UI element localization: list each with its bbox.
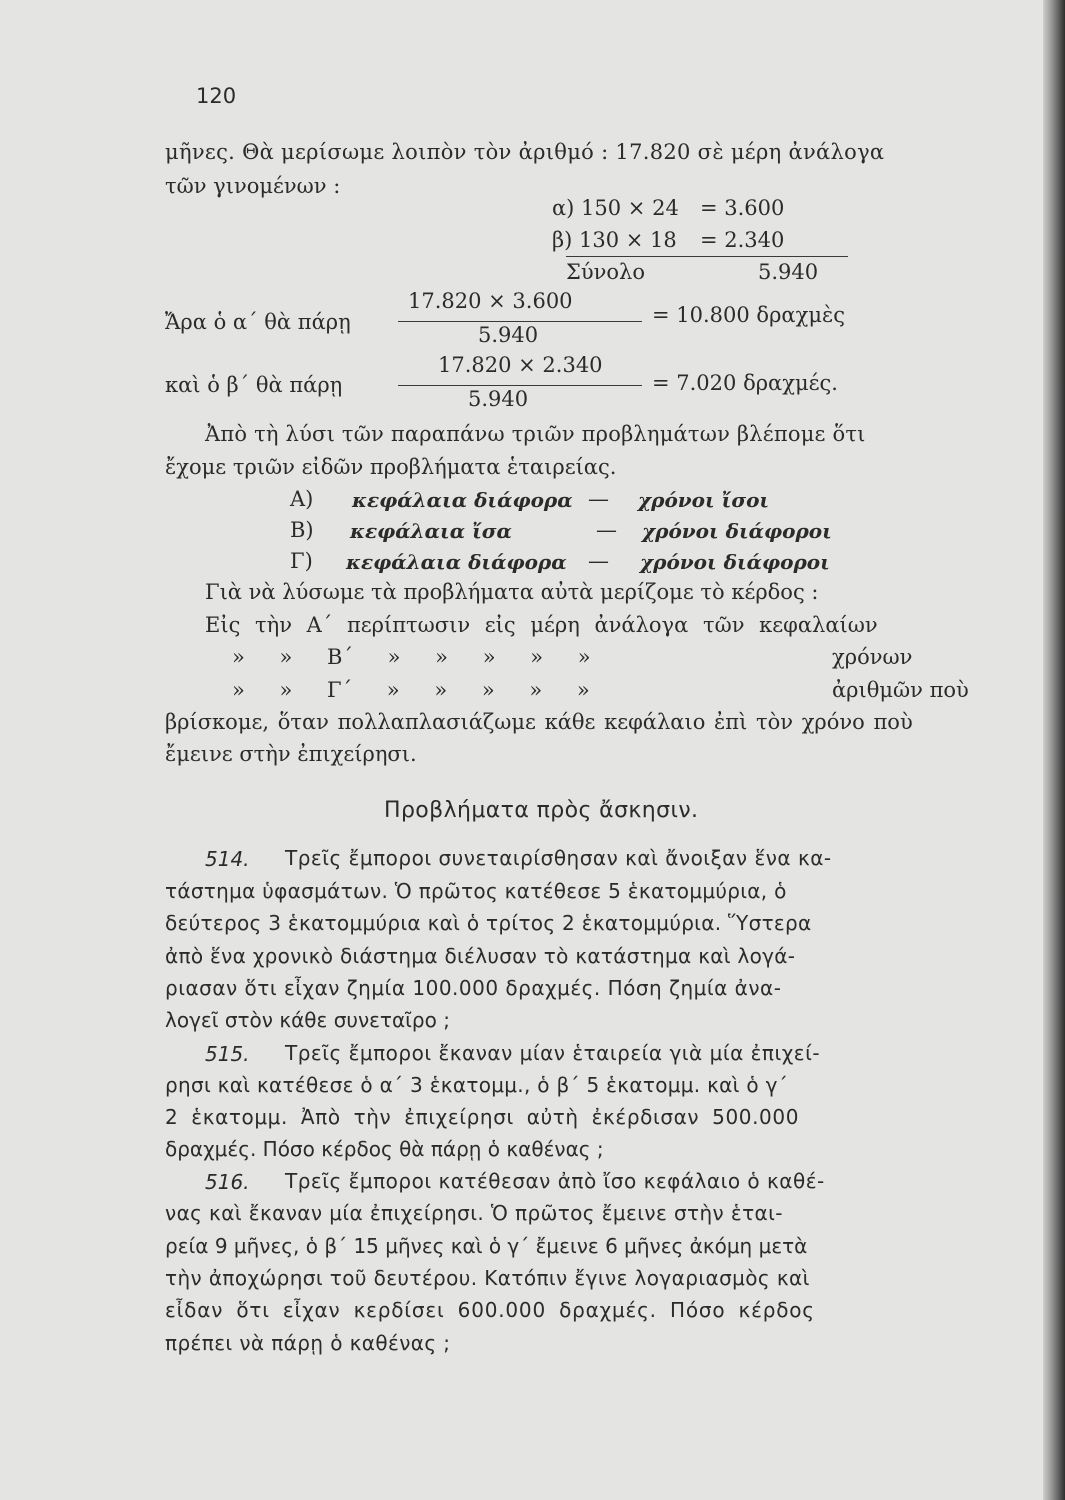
problem-515-number [205,1042,250,1066]
rules-row-5: ἔμεινε στὴν ἐπιχείρησι. [165,742,417,766]
problem-516-line-5: εἶδαν ὅτι εἶχαν κερδίσει 600.000 δραχμές. Πόσο κέρδος [165,1298,815,1322]
problem-515-line-2: ρησι καὶ κατέθεσε ὁ α΄ 3 ἑκατομμ., ὁ β΄ 5 ἑκατομμ. καὶ ὁ γ΄ [165,1073,789,1097]
problem-514-number [205,847,250,871]
problem-516-line-3: ρεία 9 μῆνες, ὁ β΄ 15 μῆνες καὶ ὁ γ΄ ἔμεινε 6 μῆνες ἀκόμη μετὰ [165,1234,808,1258]
type-a-capital: κεφάλαια διάφορα [352,488,573,512]
types-intro-line-1: Ἀπὸ τὴ λύσι τῶν παραπάνω τριῶν προβλημάτων βλέπομε ὅτι [205,422,866,446]
problem-514-line-4: ἀπὸ ἕνα χρονικὸ διάστημα διέλυσαν τὸ κατάστημα καὶ λογά- [165,944,796,968]
fraction-2-numerator: 17.820 × 2.340 [438,353,603,377]
problem-515-line-3: 2 ἑκατομμ. Ἀπὸ τὴν ἐπιχείρησι αὐτὴ ἐκέρδισαν 500.000 [165,1105,800,1129]
fraction-2-label: καὶ ὁ β΄ θὰ πάρῃ [165,373,343,397]
intro-line-2: τῶν γινομένων : [165,174,341,198]
calc-row-a-result: = 3.600 [700,196,785,220]
fraction-1-denominator: 5.940 [478,323,539,347]
problem-516-number [205,1170,250,1194]
intro-line-1: μῆνες. Θὰ μερίσωμε λοιπὸν τὸν ἀριθμό : 17.820 σὲ μέρη ἀνάλογα [165,140,885,164]
fraction-2-bar [398,385,642,386]
problem-515-line-4: δραχμές. Πόσο κέρδος θὰ πάρῃ ὁ καθένας ; [165,1137,604,1161]
page-edge [1043,0,1065,1500]
rules-intro: Γιὰ νὰ λύσωμε τὰ προβλήματα αὐτὰ μερίζομε τὸ κέρδος : [205,580,819,604]
problem-514-line-5: ριασαν ὅτι εἶχαν ζημία 100.000 δραχμές. Πόση ζημία ἀνα- [165,976,782,1000]
problem-514-line-1: Τρεῖς ἔμποροι συνεταιρίσθησαν καὶ ἄνοιξαν ἕνα κα- [285,846,832,870]
types-intro-line-2: ἔχομε τριῶν εἰδῶν προβλήματα ἑταιρείας. [165,455,617,479]
problem-514-line-3: δεύτερος 3 ἑκατομμύρια καὶ ὁ τρίτος 2 ἑκατομμύρια. Ὕστερα [165,911,812,935]
rules-row-4: βρίσκομε, ὅταν πολλαπλασιάζωμε κάθε κεφάλαιο ἐπὶ τὸν χρόνο ποὺ [165,710,913,734]
rules-row-3-end: ἀριθμῶν ποὺ [832,678,969,702]
rules-row-2-quotes: » » Β΄ » » » » » [232,645,591,669]
problem-516-line-6: πρέπει νὰ πάρῃ ὁ καθένας ; [165,1331,451,1355]
type-b-time: χρόνοι διάφοροι [642,519,832,543]
fraction-2-result: = 7.020 δραχμές. [652,371,838,395]
type-a-letter: Α) [290,487,314,511]
fraction-1-result: = 10.800 δραχμὲς [652,303,845,327]
calc-total-value: 5.940 [758,260,819,284]
type-c-dash: — [588,549,609,573]
calc-row-a-label: α) 150 × 24 [552,196,679,220]
type-c-time: χρόνοι διάφοροι [640,550,830,574]
type-b-dash: — [596,518,617,542]
fraction-1-bar [398,321,642,322]
calc-row-b-result: = 2.340 [700,228,785,252]
problem-514-line-6: λογεῖ στὸν κάθε συνεταῖρο ; [165,1008,450,1032]
fraction-1-label: Ἄρα ὁ α΄ θὰ πάρῃ [165,310,351,334]
type-a-time: χρόνοι ἴσοι [638,488,770,512]
rules-row-2-end: χρόνων [832,645,913,669]
problem-516-line-1: Τρεῖς ἔμποροι κατέθεσαν ἀπὸ ἴσο κεφάλαιο ὁ καθέ- [285,1169,825,1193]
fraction-2-denominator: 5.940 [468,387,529,411]
section-title: Προβλήματα πρὸς ἄσκησιν. [384,798,699,823]
rules-row-3-quotes: » » Γ΄ » » » » » [232,678,590,702]
problem-516-line-2: νας καὶ ἔκαναν μία ἐπιχείρησι. Ὁ πρῶτος ἔμεινε στὴν ἑται- [165,1201,783,1225]
calc-rule [566,256,848,257]
problem-514-label: 514. [205,847,250,871]
rules-row-1: Εἰς τὴν Α΄ περίπτωσιν εἰς μέρη ἀνάλογα τῶν κεφαλαίων [205,613,878,637]
page-number: 120 [196,84,237,108]
calc-row-b-label: β) 130 × 18 [552,228,677,252]
type-c-capital: κεφάλαια διάφορα [346,550,567,574]
type-b-letter: Β) [290,518,314,542]
problem-516-line-4: τὴν ἀποχώρησι τοῦ δευτέρου. Κατόπιν ἔγινε λογαριασμὸς καὶ [165,1266,810,1290]
type-b-capital: κεφάλαια ἴσα [350,519,512,543]
problem-515-line-1: Τρεῖς ἔμποροι ἔκαναν μίαν ἑταιρεία γιὰ μία ἐπιχεί- [285,1041,821,1065]
type-c-letter: Γ) [290,549,313,573]
problem-515-label: 515. [205,1042,250,1066]
problem-514-line-2: τάστημα ὑφασμάτων. Ὁ πρῶτος κατέθεσε 5 ἑκατομμύρια, ὁ [165,879,787,903]
type-a-dash: — [588,487,609,511]
fraction-1-numerator: 17.820 × 3.600 [408,289,573,313]
calc-total-label: Σύνολο [566,260,645,284]
problem-516-label: 516. [205,1170,250,1194]
